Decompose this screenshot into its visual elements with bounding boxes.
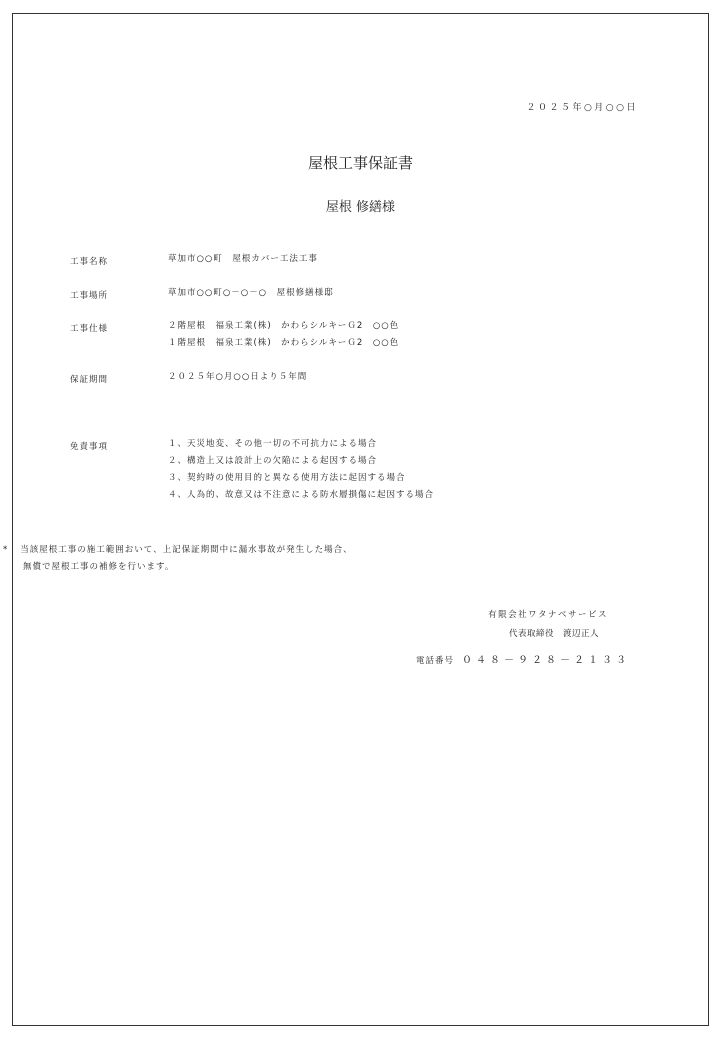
warranty-document: [3, 13, 709, 1026]
exemption-item: ４、人為的、故意又は不注意による防水層損傷に起因する場合: [168, 490, 435, 500]
exemption-item: ２、構造上又は設計上の欠陥による起因する場合: [168, 456, 378, 466]
project-spec-label: 工事仕様: [70, 324, 109, 334]
issuer-phone: [416, 651, 630, 666]
spec-line: ２階屋根 福泉工業(株) かわらシルキーＧ2 ○○色: [168, 321, 400, 331]
issuer-representative: 代表取締役 渡辺正人: [508, 629, 599, 639]
document-title: 屋根工事保証書: [307, 154, 413, 172]
project-location-label: 工事場所: [70, 291, 109, 301]
issue-date: ２０２５年○月○○日: [526, 103, 638, 113]
spec-line: １階屋根 福泉工業(株) かわらシルキーＧ2 ○○色: [168, 338, 400, 348]
note-line-1: 当該屋根工事の施工範囲おいて、上記保証期間中に漏水事故が発生した場合、: [20, 545, 353, 555]
project-spec-value: [168, 318, 399, 352]
project-location-value: 草加市○○町○－○－○ 屋根修繕様邸: [168, 288, 334, 298]
phone-label: 電話番号: [415, 656, 454, 666]
note-mark: *: [3, 545, 9, 555]
project-name-label: 工事名称: [70, 257, 109, 267]
warranty-note: [3, 542, 353, 576]
warranty-period-value: ２０２５年○月○○日より５年間: [168, 372, 308, 382]
exemption-item: １、天災地変、その他一切の不可抗力による場合: [168, 439, 378, 449]
exemptions-label: 免責事項: [70, 442, 109, 452]
recipient-name: 屋根 修繕様: [325, 200, 396, 215]
phone-number: ０４８－９２８－２１３３: [462, 655, 630, 666]
exemptions-list: [168, 436, 434, 504]
note-line-2: 無償で屋根工事の補修を行います。: [23, 562, 175, 572]
warranty-period-label: 保証期間: [70, 375, 109, 385]
issuer-company: 有限会社ワタナベサービス: [488, 610, 608, 620]
exemption-item: ３、契約時の使用目的と異なる使用方法に起因する場合: [168, 473, 406, 483]
project-name-value: 草加市○○町 屋根カバー工法工事: [168, 254, 318, 264]
